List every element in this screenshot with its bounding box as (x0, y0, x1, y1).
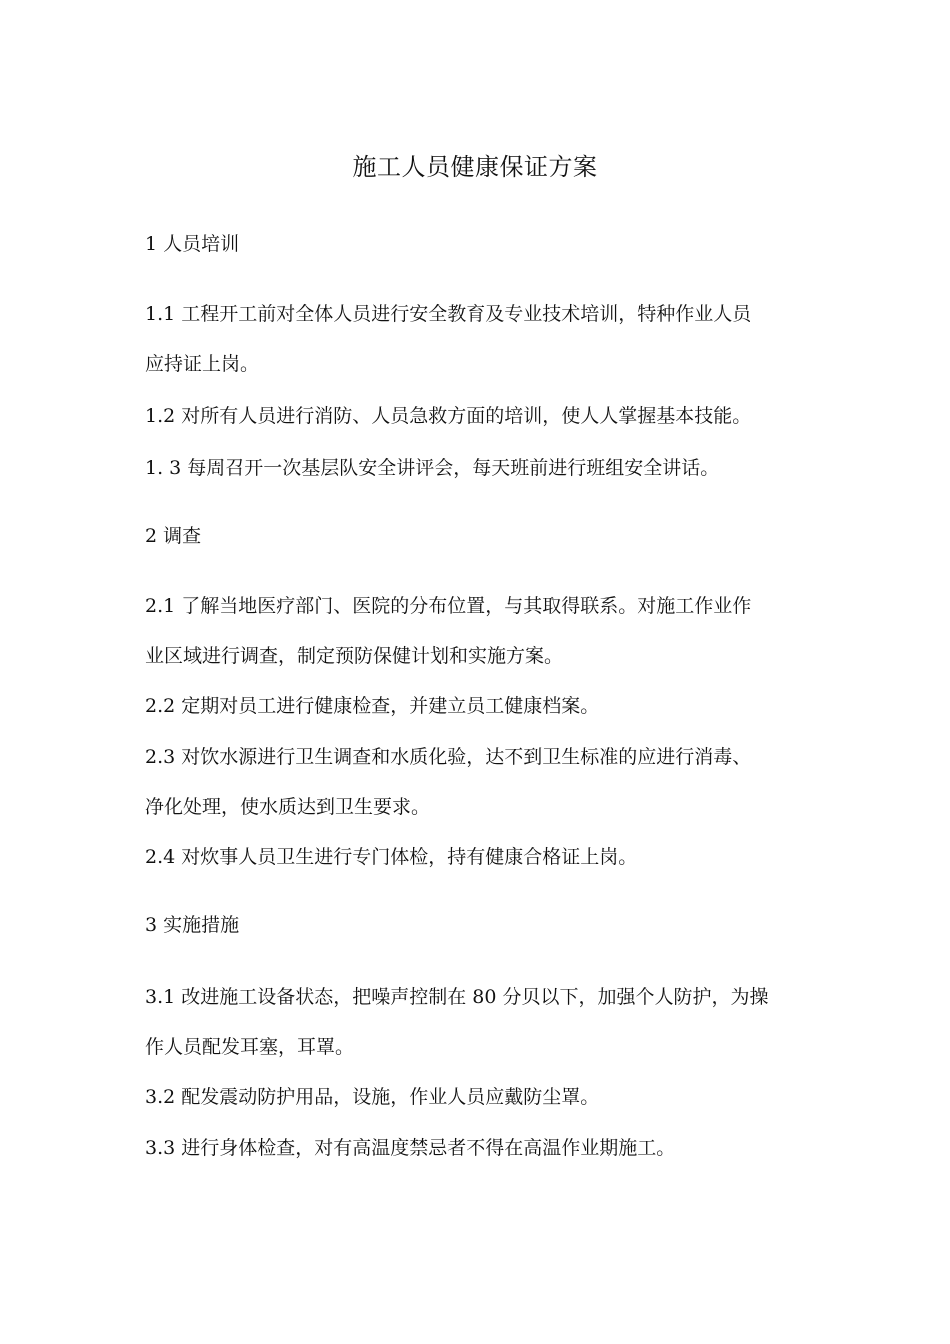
paragraph-line: 3.1 改进施工设备状态，把噪声控制在 80 分贝以下，加强个人防护，为操 (145, 986, 769, 1008)
paragraph-line: 净化处理，使水质达到卫生要求。 (145, 796, 431, 818)
section-heading: 3 实施措施 (145, 914, 240, 936)
paragraph-line: 2.2 定期对员工进行健康检查，并建立员工健康档案。 (145, 695, 600, 717)
document-title: 施工人员健康保证方案 (352, 153, 598, 181)
section-heading: 2 调查 (145, 525, 202, 547)
paragraph-line: 2.4 对炊事人员卫生进行专门体检，持有健康合格证上岗。 (145, 846, 638, 868)
paragraph-line: 3.2 配发震动防护用品，设施，作业人员应戴防尘罩。 (145, 1086, 600, 1108)
paragraph-line: 业区域进行调查，制定预防保健计划和实施方案。 (145, 645, 564, 667)
paragraph-line: 3.3 进行身体检查，对有高温度禁忌者不得在高温作业期施工。 (145, 1137, 676, 1159)
section-heading: 1 人员培训 (145, 233, 240, 255)
paragraph-line: 2.1 了解当地医疗部门、医院的分布位置，与其取得联系。对施工作业作 (145, 595, 752, 617)
paragraph-line: 1. 3 每周召开一次基层队安全讲评会，每天班前进行班组安全讲话。 (145, 457, 720, 479)
paragraph-line: 2.3 对饮水源进行卫生调查和水质化验，达不到卫生标准的应进行消毒、 (145, 746, 752, 768)
paragraph-line: 作人员配发耳塞，耳罩。 (145, 1036, 355, 1058)
paragraph-line: 1.2 对所有人员进行消防、人员急救方面的培训，使人人掌握基本技能。 (145, 405, 752, 427)
paragraph-line: 应持证上岗。 (145, 353, 260, 375)
paragraph-line: 1.1 工程开工前对全体人员进行安全教育及专业技术培训，特种作业人员 (145, 303, 752, 325)
